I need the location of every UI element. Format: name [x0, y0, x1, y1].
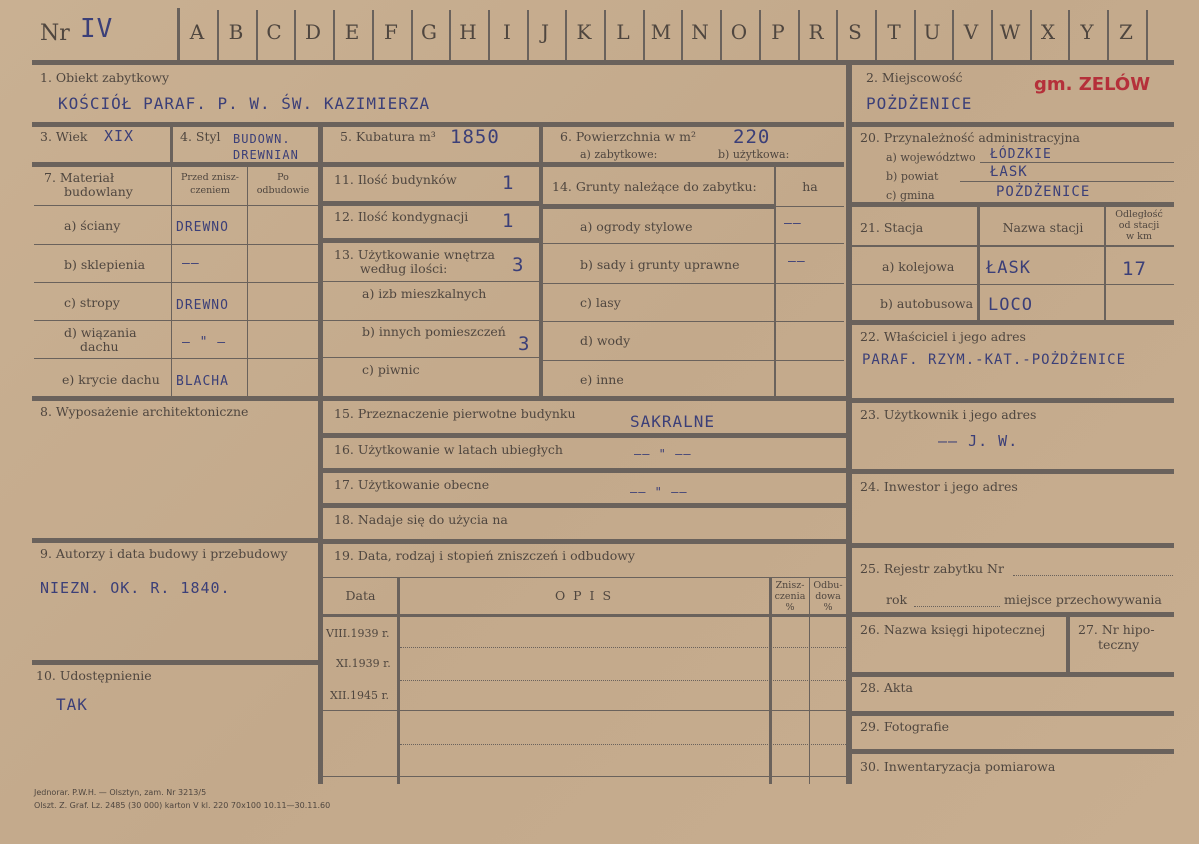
f21-col-dist3: w km — [1126, 231, 1152, 242]
f19-col-z2: czenia — [774, 591, 806, 602]
f19-col-date: Data — [345, 588, 376, 603]
f14-row-a-label: a) ogrody stylowe — [580, 219, 693, 234]
f2-value: POŻDŻENICE — [866, 94, 973, 113]
f14-unit: ha — [802, 179, 818, 194]
f22-label: 22. Właściciel i jego adres — [860, 329, 1026, 344]
f7-col-before1: Przed znisz- — [181, 172, 239, 183]
f6-sub-a: a) zabytkowe: — [580, 148, 658, 161]
f7-row-c-value: DREWNO — [176, 298, 229, 313]
f6-value: 220 — [733, 126, 771, 148]
f21-b-label: b) autobusowa — [880, 296, 974, 311]
letter-k: K — [576, 20, 592, 44]
f12-value: 1 — [502, 210, 515, 232]
f22-value: PARAF. RZYM.-KAT.-POŻDŻENICE — [862, 352, 1127, 368]
f7-row-b-value: —— — [182, 256, 200, 271]
f4-label: 4. Styl — [180, 129, 221, 144]
letter-w: W — [999, 20, 1021, 44]
f21-a-label: a) kolejowa — [882, 259, 955, 274]
nr-value: IV — [80, 14, 114, 44]
letter-o: O — [730, 20, 748, 44]
f21-b-value: LOCO — [988, 295, 1033, 315]
letter-divider — [1146, 10, 1148, 62]
f19-col-opis: O P I S — [554, 588, 614, 603]
f20-b-label: b) powiat — [886, 170, 939, 183]
f7-row-d-label: d) wiązania — [64, 325, 137, 340]
f27-label2: teczny — [1098, 637, 1140, 652]
f20-a-value: ŁÓDZKIE — [990, 147, 1052, 162]
f7-row-b-label: b) sklepienia — [64, 257, 146, 272]
letter-e: E — [344, 20, 360, 44]
nr-label: Nr — [40, 21, 70, 46]
letter-x: X — [1040, 20, 1056, 44]
f13-a: a) izb mieszkalnych — [362, 286, 487, 301]
letter-f: F — [384, 20, 398, 44]
f19-date-3: XII.1945 r. — [330, 689, 390, 702]
f21-a-dist: 17 — [1122, 258, 1147, 280]
f14-row-e-label: e) inne — [580, 372, 624, 387]
f21-label: 21. Stacja — [860, 220, 924, 235]
f7-col-after1: Po — [277, 172, 289, 183]
f4-value2: DREWNIAN — [233, 148, 299, 162]
letter-j: J — [540, 20, 550, 44]
f2-label: 2. Miejscowość — [866, 70, 963, 85]
f7-label1: 7. Materiał — [44, 170, 115, 185]
f6-sub-b: b) użytkowa: — [718, 148, 790, 161]
f24-label: 24. Inwestor i jego adres — [860, 479, 1018, 494]
f10-label: 10. Udostępnienie — [36, 668, 152, 683]
f20-b-value: ŁASK — [990, 164, 1028, 180]
letter-g: G — [421, 20, 437, 44]
f13-b-value: 3 — [518, 333, 531, 355]
letter-m: M — [650, 20, 672, 44]
f7-row-d-value: — " — — [182, 335, 227, 350]
f13-c: c) piwnic — [362, 362, 420, 377]
f25-rok: rok — [886, 592, 908, 607]
f14-row-b-label: b) sady i grunty uprawne — [580, 257, 740, 272]
f7-row-a-value: DREWNO — [176, 220, 229, 235]
f14-row-c-label: c) lasy — [580, 295, 621, 310]
letter-t: T — [887, 20, 901, 44]
f5-value: 1850 — [450, 126, 500, 148]
f7-row-d-label2: dachu — [80, 339, 119, 354]
f1-value: KOŚCIÓŁ PARAF. P. W. ŚW. KAZIMIERZA — [58, 94, 431, 113]
f25-miejsce: miejsce przechowywania — [1004, 592, 1162, 607]
header-rule — [32, 60, 1174, 65]
f20-c-value: POŻDŻENICE — [996, 184, 1091, 200]
letter-r: R — [808, 20, 824, 44]
letter-i: I — [503, 20, 511, 44]
f20-c-label: c) gmina — [886, 189, 935, 202]
letter-b: B — [228, 20, 244, 44]
f20-label: 20. Przynależność administracyjna — [860, 130, 1080, 145]
f7-row-e-value: BLACHA — [176, 374, 229, 389]
f28-label: 28. Akta — [860, 680, 913, 695]
f15-value: SAKRALNE — [630, 412, 716, 431]
f3-value: XIX — [104, 127, 135, 145]
f18-label: 18. Nadaje się do użycia na — [334, 512, 508, 527]
f17-value: —— " —— — [630, 485, 688, 499]
f23-label: 23. Użytkownik i jego adres — [860, 407, 1037, 422]
f19-col-z1: Znisz- — [775, 580, 805, 591]
f19-col-o1: Odbu- — [813, 580, 843, 591]
f16-label: 16. Użytkowanie w latach ubiegłych — [334, 442, 563, 457]
letter-z: Z — [1119, 20, 1133, 44]
f3-label: 3. Wiek — [40, 129, 88, 144]
letter-a: A — [189, 20, 205, 44]
f2-value2: gm. ZELÓW — [1034, 74, 1151, 95]
letter-d: D — [304, 20, 322, 44]
f6-label: 6. Powierzchnia w m² — [560, 129, 697, 144]
letter-n: N — [691, 20, 709, 44]
f29-label: 29. Fotografie — [860, 719, 950, 734]
letter-y: Y — [1080, 20, 1094, 44]
f13-value: 3 — [512, 254, 525, 276]
f23-value: —— J. W. — [938, 432, 1019, 450]
f13-label1: 13. Użytkowanie wnętrza — [334, 247, 495, 262]
f21-col-name: Nazwa stacji — [1002, 220, 1084, 235]
column-divider-left — [318, 124, 323, 784]
f10-value: TAK — [56, 695, 88, 714]
f11-label: 11. Ilość budynków — [334, 172, 457, 187]
f25-label: 25. Rejestr zabytku Nr — [860, 561, 1004, 576]
f15-label: 15. Przeznaczenie pierwotne budynku — [334, 406, 576, 421]
f13-label2: według ilości: — [360, 261, 448, 276]
footer-line2: Olszt. Z. Graf. Lz. 2485 (30 000) karton V kl. 220 70x100 10.11—30.11.60 — [34, 801, 331, 810]
f14-row-b-value: —— — [788, 254, 806, 269]
f20-a-label: a) województwo — [886, 151, 976, 164]
f19-date-1: VIII.1939 r. — [326, 627, 390, 640]
f7-row-a-label: a) ściany — [64, 218, 121, 233]
f13-b: b) innych pomieszczeń — [362, 324, 506, 339]
f14-row-a-value: —— — [784, 216, 802, 231]
f14-row-d-label: d) wody — [580, 333, 631, 348]
f9-value: NIEZN. OK. R. 1840. — [40, 579, 231, 597]
letter-l: L — [616, 20, 630, 44]
f9-label: 9. Autorzy i data budowy i przebudowy — [40, 546, 288, 561]
letter-u: U — [923, 20, 941, 44]
f19-date-2: XI.1939 r. — [336, 657, 391, 670]
f19-col-o-pct: % — [823, 602, 833, 613]
f12-label: 12. Ilość kondygnacji — [334, 209, 469, 224]
f30-label: 30. Inwentaryzacja pomiarowa — [860, 759, 1056, 774]
f21-col-dist1: Odległość — [1115, 209, 1163, 220]
f14-label: 14. Grunty należące do zabytku: — [552, 179, 757, 194]
f4-value1: BUDOWN. — [233, 132, 291, 146]
f7-row-e-label: e) krycie dachu — [62, 372, 160, 387]
f7-row-c-label: c) stropy — [64, 295, 120, 310]
f19-col-z-pct: % — [785, 602, 795, 613]
f5-label: 5. Kubatura m³ — [340, 129, 436, 144]
f19-label: 19. Data, rodzaj i stopień zniszczeń i odbudowy — [334, 548, 635, 563]
f1-label: 1. Obiekt zabytkowy — [40, 70, 170, 85]
f17-label: 17. Użytkowanie obecne — [334, 477, 490, 492]
f19-col-o2: dowa — [815, 591, 841, 602]
f27-label1: 27. Nr hipo- — [1078, 622, 1155, 637]
letter-h: H — [459, 20, 477, 44]
letter-v: V — [963, 20, 979, 44]
f11-value: 1 — [502, 172, 515, 194]
f21-col-dist2: od stacji — [1118, 220, 1160, 231]
footer-line1: Jednorar. P.W.H. — Olsztyn, zam. Nr 3213/5 — [34, 788, 207, 797]
f16-value: —— " —— — [634, 447, 692, 461]
letter-p: P — [771, 20, 785, 44]
f7-col-after2: odbudowie — [256, 185, 310, 196]
f26-label: 26. Nazwa księgi hipotecznej — [860, 622, 1046, 637]
f7-label2: budowlany — [64, 184, 133, 199]
letter-s: S — [848, 20, 862, 44]
f21-a-value: ŁASK — [986, 258, 1031, 278]
f8-label: 8. Wyposażenie architektoniczne — [40, 404, 249, 419]
letter-c: C — [266, 20, 282, 44]
f7-col-before2: czeniem — [190, 185, 230, 196]
